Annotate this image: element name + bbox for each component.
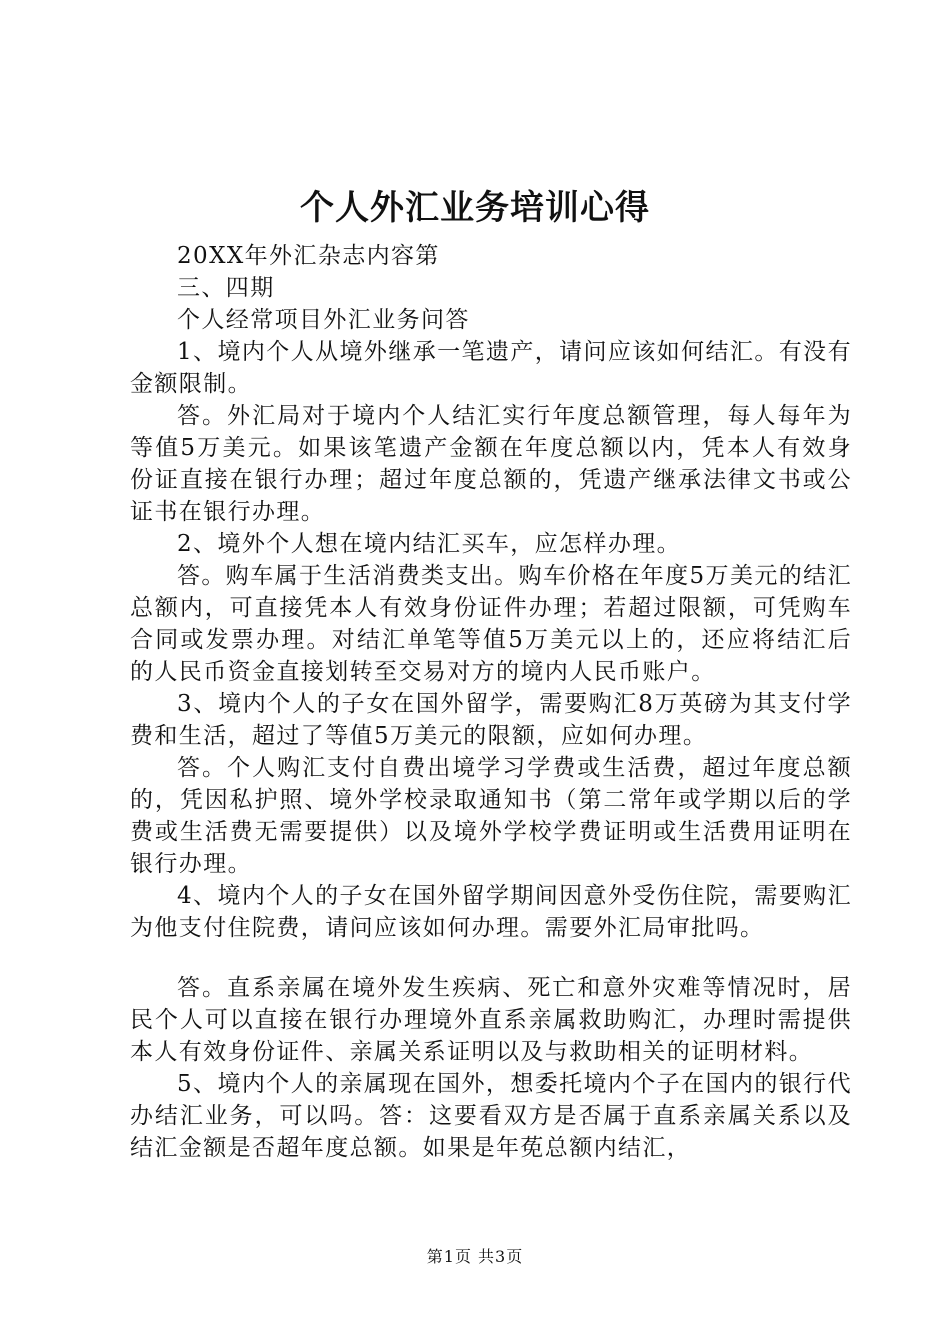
document-title: 个人外汇业务培训心得: [300, 188, 650, 228]
paragraph: 3、境内个人的子女在国外留学，需要购汇8万英磅为其支付学费和生活，超过了等值5万美元的限额，应如何办理。: [130, 691, 852, 749]
paragraph: 4、境内个人的子女在国外留学期间因意外受伤住院，需要购汇为他支付住院费，请问应该如何办理。需要外汇局审批吗。: [130, 883, 852, 941]
paragraph: 答。个人购汇支付自费出境学习学费或生活费，超过年度总额的，凭因私护照、境外学校录取通知书（第二常年或学期以后的学费或生活费无需要提供）以及境外学校学费证明或生活费用证明在银行办理。: [130, 755, 852, 877]
document-body: [130, 240, 852, 1164]
paragraph: 5、境内个人的亲属现在国外，想委托境内个子在国内的银行代办结汇业务，可以吗。答：这要看双方是否属于直系亲属关系以及结汇金额是否超年度总额。如果是年莬总额内结汇，: [130, 1071, 852, 1161]
paragraph: 答。购车属于生活消费类支出。购车价格在年度5万美元的结汇总额内，可直接凭本人有效身份证件办理；若超过限额，可凭购车合同或发票办理。对结汇单笔等值5万美元以上的，还应将结汇后的人民币资金直接划转至交易对方的境内人民币账户。: [130, 563, 852, 685]
paragraph: 答。外汇局对于境内个人结汇实行年度总额管理，每人每年为等值5万美元。如果该笔遗产金额在年度总额以内，凭本人有效身份证直接在银行办理；超过年度总额的，凭遗产继承法律文书或公证书在银行办理。: [130, 403, 852, 525]
paragraph: 三、四期: [177, 275, 275, 301]
paragraph: 1、境内个人从境外继承一笔遗产，请问应该如何结汇。有没有金额限制。: [130, 339, 852, 397]
paragraph: 答。直系亲属在境外发生疾病、死亡和意外灾难等情况时，居民个人可以直接在银行办理境外直系亲属救助购汇，办理时需提供本人有效身份证件、亲属关系证明以及与救助相关的证明材料。: [130, 975, 852, 1065]
paragraph: 20XX年外汇杂志内容第: [177, 243, 440, 269]
paragraph: 2、境外个人想在境内结汇买车，应怎样办理。: [177, 531, 682, 557]
page-footer: 第1页 共3页: [426, 1247, 524, 1266]
paragraph: 个人经常项目外汇业务问答: [177, 307, 470, 333]
